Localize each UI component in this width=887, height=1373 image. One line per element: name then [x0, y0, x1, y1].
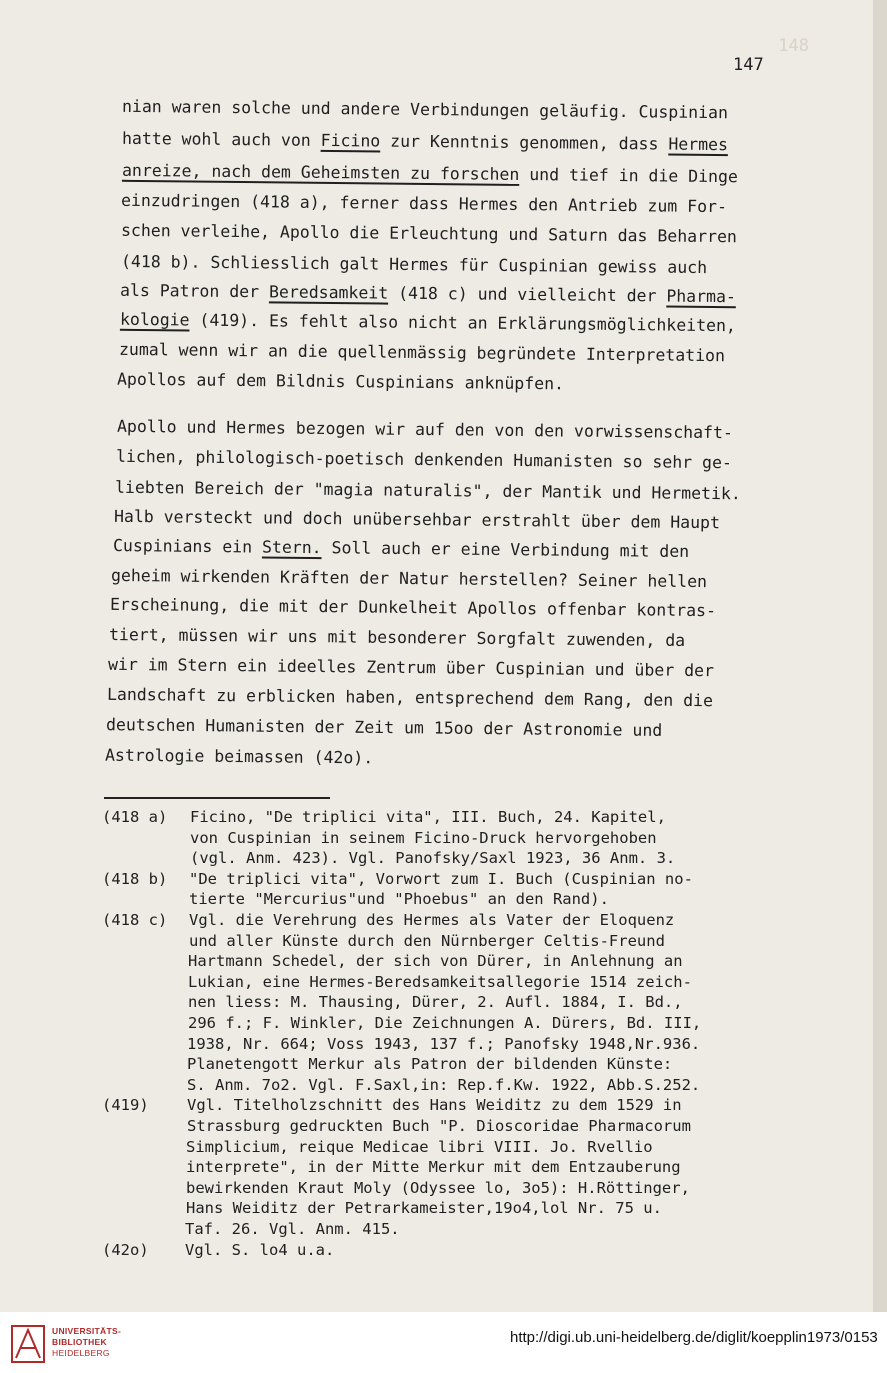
body-line-7: als Patron der Beredsamkeit (418 c) und vielleicht der Pharma- [119, 280, 737, 307]
body-line-2: hatte wohl auch von Ficino zur Kenntnis genommen, dass Hermes [121, 128, 729, 155]
footnote-text-line: Vgl. S. lo4 u.a. [185, 1240, 335, 1259]
footnote-text-line: von Cuspinian in seinem Ficino-Druck hervorgehoben [190, 828, 657, 847]
footnote-text-line: 1938, Nr. 664; Voss 1943, 137 f.; Panofsky 1948,Nr.936. [187, 1034, 701, 1053]
body2-line-4: Halb versteckt und doch unübersehbar erstrahlt über dem Haupt [113, 506, 721, 533]
footnote-label: (42o) [102, 1240, 149, 1259]
footnote-text-line: Vgl. die Verehrung des Hermes als Vater der Eloquenz [189, 911, 675, 929]
body-line-10: Apollos auf dem Bildnis Cuspinians anknüpfen. [116, 369, 565, 394]
logo-text-line2: BIBLIOTHEK [52, 1337, 107, 1347]
footnote-text-line: nen liess: M. Thausing, Dürer, 2. Aufl. 1884, I. Bd., [188, 993, 683, 1012]
body2-line-11: deutschen Humanisten der Zeit um 15oo der Astronomie und [105, 715, 663, 740]
body2-line-6: geheim wirkenden Kräften der Natur herstellen? Seiner hellen [110, 565, 708, 592]
body2-line-10: Landschaft zu erblicken haben, entsprechend dem Rang, den die [106, 684, 714, 711]
underlined-hermes: Hermes [668, 134, 729, 155]
logo-text-line3: HEIDELBERG [52, 1348, 110, 1358]
permalink-url[interactable]: http://digi.ub.uni-heidelberg.de/diglit/koepplin1973/0153 [510, 1329, 878, 1346]
body2-line-8: tiert, müssen wir uns mit besonderer Sorgfalt zuwenden, da [108, 624, 686, 651]
footnote-label: (418 b) [102, 869, 168, 888]
body-line-9: zumal wenn wir an die quellenmässig begründete Interpretation [118, 339, 726, 366]
footnote-text-line: Simplicium, reique Medicae libri VIII. Jo. Rvellio [186, 1137, 653, 1156]
body-line-4: einzudringen (418 a), ferner dass Hermes den Antrieb zum For- [120, 190, 728, 217]
footnote-text-line: interprete", in der Mitte Merkur mit dem Entzauberung [186, 1158, 681, 1177]
footnote-label: (418 a) [102, 808, 168, 826]
footnote-text-line: tierte "Mercurius"und "Phoebus" an den Rand). [189, 890, 609, 909]
footnote-text-line: 296 f.; F. Winkler, Die Zeichnungen A. Dürers, Bd. III, [188, 1014, 702, 1032]
footnote-text-line: Hartmann Schedel, der sich von Dürer, in Anlehnung an [188, 952, 683, 971]
logo-text-line1: UNIVERSITÄTS- [52, 1326, 122, 1336]
body-line-3: anreize, nach dem Geheimsten zu forschen und tief in die Dinge [121, 160, 738, 187]
body2-line-7: Erscheinung, die mit der Dunkelheit Apollos offenbar kontras- [109, 594, 717, 621]
library-logo-icon [10, 1324, 46, 1364]
footnote-label: (419) [102, 1096, 149, 1115]
body-line-6: (418 b). Schliesslich galt Hermes für Cuspinian gewiss auch [120, 251, 708, 278]
page-edge [873, 0, 887, 1312]
footnote-label: (418 c) [102, 911, 168, 929]
bleed-through-page-number: 148 [778, 36, 809, 56]
footnote-text-line: Lukian, eine Hermes-Beredsamkeitsallegorie 1514 zeich- [188, 972, 692, 991]
body2-line-2: lichen, philologisch-poetisch denkenden Humanisten so sehr ge- [115, 446, 732, 473]
footnote-text-line: Hans Weiditz der Petrarkameister,19o4,lol Nr. 75 u. [186, 1199, 662, 1218]
underlined-anreize: anreize, nach dem Geheimsten zu forschen [121, 160, 520, 184]
body2-line-9: wir im Stern ein ideelles Zentrum über Cuspinian und über der [107, 654, 715, 681]
body2-line-5: Cuspinians ein Stern. Soll auch er eine Verbindung mit den [112, 535, 690, 562]
underlined-kologie: kologie [119, 309, 190, 330]
footnote-text-line: "De triplici vita", Vorwort zum I. Buch (Cuspinian no- [189, 869, 693, 888]
body-line-8: kologie (419). Es fehlt also nicht an Erklärungsmöglichkeiten, [119, 309, 737, 336]
body-line-5: schen verleihe, Apollo die Erleuchtung und Saturn das Beharren [120, 220, 737, 247]
body2-line-3: liebten Bereich der "magia naturalis", der Mantik und Hermetik. [114, 477, 741, 504]
footnote-text-line: S. Anm. 7o2. Vgl. F.Saxl,in: Rep.f.Kw. 1922, Abb.S.252. [187, 1075, 701, 1094]
footnote-text-line: Strassburg gedruckten Buch "P. Dioscoridae Pharmacorum [187, 1117, 691, 1135]
heidelberg-library-logo [10, 1324, 46, 1364]
body2-line-12: Astrologie beimassen (42o). [104, 745, 374, 768]
footnote-text-line: Vgl. Titelholzschnitt des Hans Weiditz zu dem 1529 in [187, 1096, 682, 1115]
footnote-text-line: Planetengott Merkur als Patron der bildenden Künste: [187, 1055, 673, 1074]
footnote-text-line: und aller Künste durch den Nürnberger Celtis-Freund [189, 931, 665, 950]
underlined-pharma: Pharma- [666, 286, 737, 307]
library-footer [0, 1312, 887, 1373]
footnote-text-line: Ficino, "De triplici vita", III. Buch, 24. Kapitel, [190, 808, 666, 826]
footnote-text-line: Taf. 26. Vgl. Anm. 415. [185, 1220, 400, 1238]
footnote-text-line: bewirkenden Kraut Moly (Odyssee lo, 3o5): H.Röttinger, [186, 1178, 690, 1197]
footnote-separator [104, 797, 330, 799]
page-number: 147 [733, 55, 764, 75]
underlined-stern: Stern. [261, 537, 322, 558]
underlined-ficino: Ficino [320, 130, 381, 151]
underlined-beredsamkeit: Beredsamkeit [268, 282, 389, 303]
body2-line-1: Apollo und Hermes bezogen wir auf den von den vorwissenschaft- [116, 416, 733, 443]
body-line-1: nian waren solche und andere Verbindungen geläufig. Cuspinian [121, 96, 729, 123]
footnote-text-line: (vgl. Anm. 423). Vgl. Panofsky/Saxl 1923, 36 Anm. 3. [190, 849, 676, 868]
